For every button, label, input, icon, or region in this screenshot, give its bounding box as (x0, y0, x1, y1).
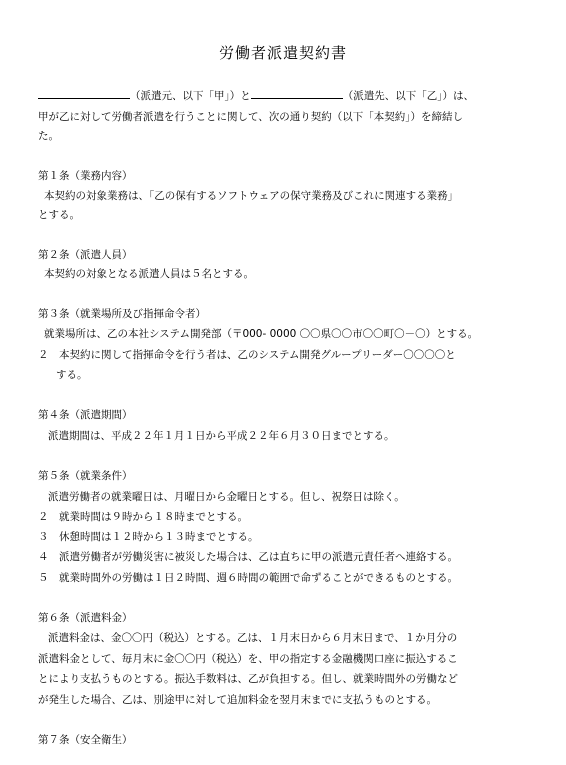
article-4-heading: 第４条（派遣期間） (38, 409, 133, 421)
article-1-line-2: とする。 (38, 209, 80, 221)
article-4-line-1: 派遣期間は、平成２２年１月１日から平成２２年６月３０日までとする。 (48, 430, 395, 442)
article-5-line-1: 派遣労働者の就業曜日は、月曜日から金曜日とする。但し、祝祭日は除く。 (48, 491, 405, 503)
party-b-blank (251, 88, 343, 99)
article-3-line-2: ２ 本契約に関して指揮命令を行う者は、乙のシステム開発グループリーダー〇〇〇〇と (38, 349, 456, 361)
party-a-blank (38, 88, 130, 99)
article-2-line-1: 本契約の対象となる派遣人員は５名とする。 (44, 268, 254, 280)
intro-line-1 (38, 88, 474, 103)
article-6-line-1: 派遣料金は、金〇〇円（税込）とする。乙は、１月末日から６月末日まで、１か月分の (48, 632, 458, 644)
article-1-heading: 第１条（業務内容） (38, 170, 133, 182)
article-1-line-1: 本契約の対象業務は、「乙の保有するソフトウェアの保守業務及びこれに関連する業務」 (44, 190, 459, 202)
article-7-heading: 第７条（安全衛生） (38, 734, 133, 746)
article-3-line-1: 就業場所は、乙の本社システム開発部（〒000- 0000 〇〇県〇〇市〇〇町〇－〇）とする。 (44, 328, 479, 340)
article-6-heading: 第６条（派遣料金） (38, 612, 133, 624)
document-title: 労働者派遣契約書 (218, 44, 347, 62)
article-5-line-4: ４ 派遣労働者が労働災害に被災した場合は、乙は直ちに甲の派遣元責任者へ連絡する。 (38, 551, 458, 563)
article-5-heading: 第５条（就業条件） (38, 470, 133, 482)
article-2-heading: 第２条（派遣人員） (38, 249, 133, 261)
article-6-line-4: が発生した場合、乙は、別途甲に対して追加料金を翌月末までに支払うものとする。 (38, 694, 437, 706)
intro-line-2: 甲が乙に対して労働者派遣を行うことに関して、次の通り契約（以下「本契約」）を締結し (38, 111, 464, 123)
intro-line-3: た。 (38, 130, 59, 142)
article-6-line-3: とにより支払うものとする。振込手数料は、乙が負担する。但し、就業時間外の労働など (38, 673, 458, 685)
article-5-line-5: ５ 就業時間外の労働は１日２時間、週６時間の範囲で命ずることができるものとする。 (38, 572, 458, 584)
article-5-line-2: ２ 就業時間は９時から１８時までとする。 (38, 511, 248, 523)
article-3-heading: 第３条（就業場所及び指揮命令者） (38, 308, 206, 320)
article-6-line-2: 派遣料金として、毎月末に金〇〇円（税込）を、甲の指定する金融機関口座に振込するこ (38, 653, 458, 665)
article-3-line-3: する。 (56, 369, 88, 381)
article-5-line-3: ３ 休憩時間は１２時から１３時までとする。 (38, 531, 259, 543)
party-b-label: （派遣先、以下「乙」）は、 (342, 90, 474, 102)
party-a-label: （派遣元、以下「甲」）と (130, 90, 251, 102)
